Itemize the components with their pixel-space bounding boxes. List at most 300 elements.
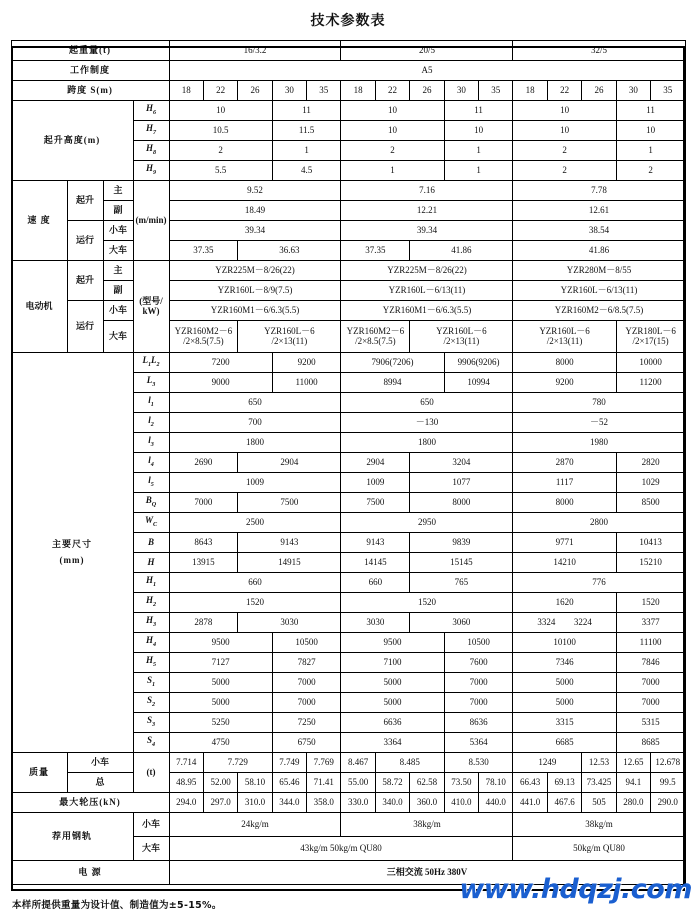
section-label-mass: 质量	[11, 753, 67, 793]
motor-line1: YZR160L－6	[539, 326, 590, 337]
h-value: 14915	[238, 553, 341, 573]
b-value: 9771	[513, 533, 616, 553]
h3-value-pair	[513, 613, 616, 633]
footnote-text: 本样所提供重量为设计值、制造值为±5-15%。	[12, 900, 222, 911]
h1-value: 776	[513, 573, 685, 593]
span-cell: 22	[547, 81, 581, 101]
h3-value-a: 3324	[537, 616, 556, 627]
s1-value: 5000	[169, 673, 272, 693]
rail-crane-value: 50kg/m QU80	[513, 837, 685, 861]
mass-total-value: 55.00	[341, 773, 375, 793]
mass-total-value: 66.43	[513, 773, 547, 793]
l1l2-value: 8000	[513, 353, 616, 373]
s1-value: 5000	[513, 673, 616, 693]
wheel-load-value: 294.0	[169, 793, 203, 813]
wc-value: 2500	[169, 513, 341, 533]
motor-unit	[133, 261, 169, 353]
h8-value: 1	[616, 141, 685, 161]
span-cell: 30	[444, 81, 478, 101]
symbol-h7: $H_7$	[133, 121, 169, 141]
h3-value: 2878	[169, 613, 238, 633]
l3s-value: 1980	[513, 433, 685, 453]
span-cell: 26	[410, 81, 444, 101]
motor-travel-trolley-value: YZR160M1－6/6.3(5.5)	[341, 301, 513, 321]
h4-value: 9500	[341, 633, 444, 653]
speed-travel-trolley-value: 39.34	[169, 221, 341, 241]
wheel-load-value: 440.0	[479, 793, 513, 813]
rail-trolley-value: 38kg/m	[341, 813, 513, 837]
h6-value: 10	[169, 101, 272, 121]
motor-unit-line1: (型号/	[139, 296, 163, 307]
rail-crane-value: 43kg/m 50kg/m QU80	[169, 837, 513, 861]
section-label-motor: 电动机	[11, 261, 67, 353]
section-label-speed: 速 度	[11, 181, 67, 261]
motor-line2: /2×17(15)	[632, 335, 669, 346]
s3-value: 3315	[513, 713, 616, 733]
mass-total-value: 78.10	[479, 773, 513, 793]
symbol-h9: $H_9$	[133, 161, 169, 181]
table-row-motor-travel-trolley	[11, 301, 685, 321]
h1-value: 765	[410, 573, 513, 593]
symbol-l2: $l_2$	[133, 413, 169, 433]
bq-value: 7500	[341, 493, 410, 513]
l4-value: 3204	[410, 453, 513, 473]
h4-value: 11100	[616, 633, 685, 653]
motor-hoist-main-value: YZR225M－8/26(22)	[169, 261, 341, 281]
h5-value: 7100	[341, 653, 444, 673]
l1l2-value: 7200	[169, 353, 272, 373]
section-label-main-dimensions	[11, 353, 133, 753]
table-row-mass-total	[11, 773, 685, 793]
row-label-lift-height: 起升高度(m)	[11, 101, 133, 181]
b-value: 8643	[169, 533, 238, 553]
bq-value: 8000	[410, 493, 513, 513]
h-value: 15210	[616, 553, 685, 573]
motor-hoist-aux-value: YZR160L－6/13(11)	[341, 281, 513, 301]
h5-value: 7827	[272, 653, 341, 673]
h2-value: 1520	[169, 593, 341, 613]
mass-total-value: 52.00	[203, 773, 237, 793]
motor-travel-crane-value	[410, 321, 513, 353]
h5-value: 7346	[513, 653, 616, 673]
wc-value: 2950	[341, 513, 513, 533]
speed-travel-crane-value: 37.35	[169, 241, 238, 261]
speed-unit: (m/min)	[133, 181, 169, 261]
symbol-bq: $B_Q$	[133, 493, 169, 513]
b-value: 9143	[341, 533, 410, 553]
mass-total-value: 58.10	[238, 773, 272, 793]
h7-value: 10	[444, 121, 513, 141]
l3s-value: 1800	[169, 433, 341, 453]
bq-value: 8000	[513, 493, 616, 513]
speed-trolley-label: 小车	[103, 221, 133, 241]
h6-value: 10	[513, 101, 616, 121]
speed-hoist-main-value: 7.78	[513, 181, 685, 201]
speed-hoist-aux-value: 18.49	[169, 201, 341, 221]
mass-total-value: 94.1	[616, 773, 650, 793]
motor-line2: /2×8.5(7.5)	[183, 335, 224, 346]
mass-trolley-label: 小车	[67, 753, 133, 773]
wheel-load-value: 340.0	[375, 793, 409, 813]
l2-value: －130	[341, 413, 513, 433]
s2-value: 7000	[616, 693, 685, 713]
table-row-motor-hoist-aux	[11, 281, 685, 301]
motor-hoist-main-value: YZR280M－8/55	[513, 261, 685, 281]
power-value: 三相交流 50Hz 380V	[169, 861, 685, 885]
mass-trolley-value: 8.467	[341, 753, 375, 773]
h8-value: 1	[444, 141, 513, 161]
symbol-l4: $l_4$	[133, 453, 169, 473]
symbol-h2: $H_2$	[133, 593, 169, 613]
symbol-l5: $l_5$	[133, 473, 169, 493]
mass-trolley-value: 12.65	[616, 753, 650, 773]
h-value: 15145	[410, 553, 513, 573]
mass-trolley-value: 7.714	[169, 753, 203, 773]
h2-value: 1520	[616, 593, 685, 613]
rail-crane-label: 大车	[133, 837, 169, 861]
motor-travel-trolley-value: YZR160M1－6/6.3(5.5)	[169, 301, 341, 321]
rail-trolley-label: 小车	[133, 813, 169, 837]
s3-value: 5315	[616, 713, 685, 733]
l1-value: 650	[341, 393, 513, 413]
row-label-capacity: 起重量(t)	[11, 41, 169, 61]
span-cell: 30	[272, 81, 306, 101]
speed-hoist-aux-value: 12.61	[513, 201, 685, 221]
symbol-l3-small: $l_3$	[133, 433, 169, 453]
h5-value: 7600	[444, 653, 513, 673]
l3-value: 8994	[341, 373, 444, 393]
mass-trolley-value: 7.729	[203, 753, 272, 773]
h4-value: 10100	[513, 633, 616, 653]
h3-value: 3030	[341, 613, 410, 633]
speed-travel-trolley-value: 39.34	[341, 221, 513, 241]
symbol-h: H	[133, 553, 169, 573]
h2-value: 1520	[341, 593, 513, 613]
symbol-s3: $S_3$	[133, 713, 169, 733]
speed-hoist-main-value: 9.52	[169, 181, 341, 201]
mass-total-value: 62.58	[410, 773, 444, 793]
motor-line1: YZR160L－6	[264, 326, 315, 337]
main-dims-line1: 主要尺寸	[51, 539, 92, 550]
motor-line1: YZR160M2－6	[174, 326, 233, 337]
wheel-load-value: 330.0	[341, 793, 375, 813]
h9-value: 1	[341, 161, 444, 181]
symbol-l3: $L_3$	[133, 373, 169, 393]
speed-aux-label: 副	[103, 201, 133, 221]
h6-value: 11	[272, 101, 341, 121]
h9-value: 2	[513, 161, 616, 181]
s1-value: 5000	[341, 673, 444, 693]
h4-value: 10500	[444, 633, 513, 653]
motor-line1: YZR160M2－6	[346, 326, 405, 337]
table-row-speed-travel-trolley	[11, 221, 685, 241]
h9-value: 2	[616, 161, 685, 181]
span-cell: 18	[169, 81, 203, 101]
wheel-load-value: 467.6	[547, 793, 581, 813]
table-row-capacity	[11, 41, 685, 61]
span-cell: 35	[307, 81, 341, 101]
l3-value: 11200	[616, 373, 685, 393]
wheel-load-value: 297.0	[203, 793, 237, 813]
s1-value: 7000	[444, 673, 513, 693]
s3-value: 6636	[341, 713, 444, 733]
l1-value: 780	[513, 393, 685, 413]
mass-total-value: 65.46	[272, 773, 306, 793]
row-label-span: 跨度 S(m)	[11, 81, 169, 101]
table-row-speed-hoist-main	[11, 181, 685, 201]
mass-unit: (t)	[133, 753, 169, 793]
s4-value: 6750	[272, 733, 341, 753]
speed-hoist-label: 起升	[67, 181, 103, 221]
h9-value: 4.5	[272, 161, 341, 181]
motor-line2: /2×13(11)	[271, 335, 308, 346]
table-row-wheel-load	[11, 793, 685, 813]
row-label-rail: 荐用钢轨	[11, 813, 133, 861]
bq-value: 7000	[169, 493, 238, 513]
motor-line2: /2×13(11)	[443, 335, 480, 346]
s4-value: 6685	[513, 733, 616, 753]
h-value: 14210	[513, 553, 616, 573]
speed-travel-trolley-value: 38.54	[513, 221, 685, 241]
symbol-s4: $S_4$	[133, 733, 169, 753]
table-row-duty	[11, 61, 685, 81]
span-cell: 35	[479, 81, 513, 101]
symbol-s1: $S_1$	[133, 673, 169, 693]
symbol-h3: $H_3$	[133, 613, 169, 633]
s4-value: 8685	[616, 733, 685, 753]
mass-trolley-value: 7.749	[272, 753, 306, 773]
motor-unit-line2: kW)	[142, 305, 160, 316]
s4-value: 5364	[444, 733, 513, 753]
mass-total-value: 69.13	[547, 773, 581, 793]
table-row-speed-travel-crane	[11, 241, 685, 261]
main-dims-line2: (mm)	[59, 554, 85, 565]
l5-value: 1077	[410, 473, 513, 493]
motor-travel-label: 运行	[67, 301, 103, 353]
span-cell: 22	[203, 81, 237, 101]
motor-main-label: 主	[103, 261, 133, 281]
mass-trolley-value: 7.769	[307, 753, 341, 773]
watermark-url: www.hdqzj.com	[459, 874, 692, 905]
l1l2-value: 9200	[272, 353, 341, 373]
h9-value: 5.5	[169, 161, 272, 181]
s4-value: 4750	[169, 733, 272, 753]
s2-value: 7000	[272, 693, 341, 713]
b-value: 9143	[238, 533, 341, 553]
rail-trolley-value: 24kg/m	[169, 813, 341, 837]
capacity-group-1: 16/3.2	[169, 41, 341, 61]
b-value: 9839	[410, 533, 513, 553]
s2-value: 5000	[169, 693, 272, 713]
h7-value: 10	[341, 121, 444, 141]
s2-value: 5000	[341, 693, 444, 713]
h3-value: 3060	[410, 613, 513, 633]
motor-travel-crane-value	[513, 321, 616, 353]
motor-aux-label: 副	[103, 281, 133, 301]
motor-crane-label: 大车	[103, 321, 133, 353]
symbol-h1: $H_1$	[133, 573, 169, 593]
symbol-l1l2: $L_1L_2$	[133, 353, 169, 373]
symbol-s2: $S_2$	[133, 693, 169, 713]
table-row-h6	[11, 101, 685, 121]
speed-travel-crane-value: 37.35	[341, 241, 410, 261]
h8-value: 1	[272, 141, 341, 161]
h7-value: 10	[513, 121, 616, 141]
wheel-load-value: 441.0	[513, 793, 547, 813]
h5-value: 7127	[169, 653, 272, 673]
technical-parameters-table	[11, 40, 686, 885]
wheel-load-value: 360.0	[410, 793, 444, 813]
capacity-group-2: 20/5	[341, 41, 513, 61]
symbol-h5: $H_5$	[133, 653, 169, 673]
mass-total-value: 58.72	[375, 773, 409, 793]
h3-value-b: 3224	[573, 616, 592, 627]
h8-value: 2	[513, 141, 616, 161]
h6-value: 10	[341, 101, 444, 121]
l1-value: 650	[169, 393, 341, 413]
mass-total-label: 总	[67, 773, 133, 793]
h4-value: 9500	[169, 633, 272, 653]
symbol-l1: $l_1$	[133, 393, 169, 413]
row-label-power: 电 源	[11, 861, 169, 885]
bq-value: 7500	[238, 493, 341, 513]
h1-value: 660	[169, 573, 341, 593]
span-cell: 26	[238, 81, 272, 101]
span-cell: 26	[582, 81, 616, 101]
h7-value: 11.5	[272, 121, 341, 141]
symbol-h8: $H_8$	[133, 141, 169, 161]
rail-trolley-value: 38kg/m	[513, 813, 685, 837]
motor-hoist-aux-value: YZR160L－8/9(7.5)	[169, 281, 341, 301]
speed-travel-crane-value: 41.86	[513, 241, 685, 261]
table-row-rail-trolley	[11, 813, 685, 837]
span-cell: 22	[375, 81, 409, 101]
motor-trolley-label: 小车	[103, 301, 133, 321]
s2-value: 7000	[444, 693, 513, 713]
s3-value: 5250	[169, 713, 272, 733]
symbol-b: B	[133, 533, 169, 553]
symbol-wc: $W_C$	[133, 513, 169, 533]
mass-total-value: 73.425	[582, 773, 616, 793]
h5-value: 7846	[616, 653, 685, 673]
motor-line1: YZR160L－6	[436, 326, 487, 337]
motor-hoist-label: 起升	[67, 261, 103, 301]
wc-value: 2800	[513, 513, 685, 533]
wheel-load-value: 290.0	[651, 793, 685, 813]
wheel-load-value: 505	[582, 793, 616, 813]
speed-travel-crane-value: 41.86	[410, 241, 513, 261]
wheel-load-value: 344.0	[272, 793, 306, 813]
h1-value: 660	[341, 573, 410, 593]
mass-trolley-value: 8.485	[375, 753, 444, 773]
span-cell: 30	[616, 81, 650, 101]
motor-line2: /2×13(11)	[546, 335, 583, 346]
l4-value: 2870	[513, 453, 616, 473]
motor-travel-crane-value	[341, 321, 410, 353]
capacity-group-3: 32/5	[513, 41, 685, 61]
l2-value: －52	[513, 413, 685, 433]
table-row-l1l2	[11, 353, 685, 373]
mass-trolley-value: 1249	[513, 753, 582, 773]
wheel-load-value: 358.0	[307, 793, 341, 813]
motor-travel-crane-value	[616, 321, 685, 353]
speed-hoist-main-value: 7.16	[341, 181, 513, 201]
s1-value: 7000	[272, 673, 341, 693]
wheel-load-value: 410.0	[444, 793, 478, 813]
h2-value: 1620	[513, 593, 616, 613]
motor-travel-trolley-value: YZR160M2－6/8.5(7.5)	[513, 301, 685, 321]
motor-hoist-aux-value: YZR160L－6/13(11)	[513, 281, 685, 301]
h-value: 13915	[169, 553, 238, 573]
mass-trolley-value: 8.530	[444, 753, 513, 773]
l3s-value: 1800	[341, 433, 513, 453]
symbol-h6: $H_6$	[133, 101, 169, 121]
s3-value: 8636	[444, 713, 513, 733]
h4-value: 10500	[272, 633, 341, 653]
h9-value: 1	[444, 161, 513, 181]
speed-crane-label: 大车	[103, 241, 133, 261]
h7-value: 10.5	[169, 121, 272, 141]
motor-line1: YZR180L－6	[625, 326, 676, 337]
l5-value: 1009	[169, 473, 341, 493]
span-cell: 35	[651, 81, 685, 101]
mass-total-value: 71.41	[307, 773, 341, 793]
l1l2-value: 9906(9206)	[444, 353, 513, 373]
l4-value: 2904	[238, 453, 341, 473]
h-value: 14145	[341, 553, 410, 573]
speed-travel-label: 运行	[67, 221, 103, 261]
span-cell: 18	[341, 81, 375, 101]
l5-value: 1029	[616, 473, 685, 493]
b-value: 10413	[616, 533, 685, 553]
table-row-span	[11, 81, 685, 101]
table-row-motor-travel-crane	[11, 321, 685, 353]
l1l2-value: 10000	[616, 353, 685, 373]
h7-value: 10	[616, 121, 685, 141]
s2-value: 5000	[513, 693, 616, 713]
l5-value: 1117	[513, 473, 616, 493]
l3-value: 9200	[513, 373, 616, 393]
table-row-mass-trolley	[11, 753, 685, 773]
row-label-duty: 工作制度	[11, 61, 169, 81]
bq-value: 8500	[616, 493, 685, 513]
h3-value: 3377	[616, 613, 685, 633]
mass-trolley-value: 12.53	[582, 753, 616, 773]
l4-value: 2820	[616, 453, 685, 473]
motor-hoist-main-value: YZR225M－8/26(22)	[341, 261, 513, 281]
s3-value: 7250	[272, 713, 341, 733]
l2-value: 700	[169, 413, 341, 433]
h6-value: 11	[616, 101, 685, 121]
mass-trolley-value: 12.678	[651, 753, 685, 773]
page-title: 技术参数表	[310, 13, 386, 29]
h6-value: 11	[444, 101, 513, 121]
table-row-speed-hoist-aux	[11, 201, 685, 221]
s1-value: 7000	[616, 673, 685, 693]
l5-value: 1009	[341, 473, 410, 493]
table-row-motor-hoist-main	[11, 261, 685, 281]
h8-value: 2	[341, 141, 444, 161]
l1l2-value: 7906(7206)	[341, 353, 444, 373]
l3-value: 11000	[272, 373, 341, 393]
wheel-load-value: 310.0	[238, 793, 272, 813]
mass-total-value: 73.50	[444, 773, 478, 793]
l3-value: 9000	[169, 373, 272, 393]
mass-total-value: 48.95	[169, 773, 203, 793]
duty-value: A5	[169, 61, 685, 81]
row-label-wheel-load: 最大轮压(kN)	[11, 793, 169, 813]
span-cell: 18	[513, 81, 547, 101]
